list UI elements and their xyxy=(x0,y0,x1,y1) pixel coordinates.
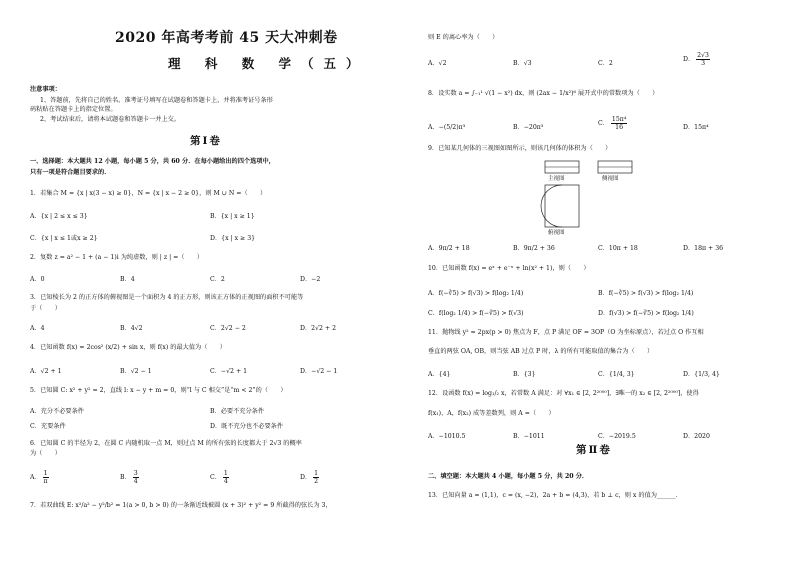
q6-a-numerator: 1 xyxy=(43,470,48,477)
q8-c-numerator: 15π⁴ xyxy=(611,116,627,123)
q2-stem: 2．复数 z = a² − 1 + (a − 1)i 为纯虚数，则 | z | =（ ） xyxy=(30,254,204,261)
top-view-label: 俯视图 xyxy=(548,230,565,236)
q5-option-a[interactable]: A．充分不必要条件 xyxy=(30,408,84,415)
q3-option-a[interactable]: A．4 xyxy=(30,325,45,332)
q12-option-b[interactable]: B．−1011 xyxy=(513,433,545,440)
q2-option-b[interactable]: B．4 xyxy=(120,276,135,283)
q3-stem-2: 于（ ） xyxy=(30,305,61,312)
q6-option-c-label: C． xyxy=(210,474,221,481)
notes-heading: 注意事项： xyxy=(30,86,61,93)
note-item-1b: 码粘贴在答题卡上的指定位置。 xyxy=(30,106,117,113)
q7-option-c[interactable]: C．2 xyxy=(598,60,613,67)
q4-option-b[interactable]: B．√2 − 1 xyxy=(120,368,152,375)
page-title: 2020 年高考考前 45 天大冲刺卷 xyxy=(115,30,338,46)
q8-c-denominator: 16 xyxy=(615,124,624,131)
q8-option-a[interactable]: A．−(5/2)π³ xyxy=(428,124,466,131)
q5-option-d[interactable]: D．既不充分也不必要条件 xyxy=(210,423,284,430)
q3-stem-1: 3．已知棱长为 2 的正方体的俯视图是一个面积为 4 的正方形，则该正方体的正视图的面积不可能等 xyxy=(30,294,304,301)
q6-option-b[interactable] xyxy=(120,470,139,485)
q11-option-c[interactable]: C．{1/4, 3} xyxy=(598,371,635,378)
q5-option-c[interactable]: C．充要条件 xyxy=(30,423,66,430)
section-1-instr-2: 只有一项是符合题目要求的． xyxy=(30,169,111,176)
q7-option-b[interactable]: B．√3 xyxy=(513,60,532,67)
q11-stem: 11．抛物线 y² = 2px(p > 0) 焦点为 F，点 P 满足 OF = 3OP（O 为坐标原点），若过点 O 作互相 xyxy=(428,329,704,336)
right-column xyxy=(428,0,768,562)
section-1-title: 第Ⅰ卷 xyxy=(190,135,222,147)
q12-option-d[interactable]: D．2020 xyxy=(683,433,710,440)
q3-option-b[interactable]: B．4√2 xyxy=(120,325,143,332)
q11-option-a[interactable]: A．{4} xyxy=(428,371,451,378)
q1-option-c[interactable]: C．{x | x ≤ 1或x ≥ 2} xyxy=(30,235,98,242)
q6-option-d[interactable] xyxy=(300,470,319,485)
q6-option-c[interactable] xyxy=(210,470,229,485)
q8-option-b[interactable]: B．−20π³ xyxy=(513,124,544,131)
q10-option-c[interactable]: C．f(log₂ 1/4) > f(−∛5) > f(√3) xyxy=(428,310,524,317)
q1-option-d[interactable]: D．{x | x ≥ 3} xyxy=(210,235,256,242)
q4-option-c[interactable]: C．−√2 + 1 xyxy=(210,368,248,375)
q6-stem: 6．已知圆 C 的半径为 2，在圆 C 内随机取一点 M，则过点 M 的所有弦的长度都大于 2√3 的概率 xyxy=(30,440,302,447)
q5-option-b[interactable]: B．必要不充分条件 xyxy=(210,408,265,415)
q9-option-d[interactable]: D．18π + 36 xyxy=(683,245,724,252)
q7-option-a[interactable]: A．√2 xyxy=(428,60,447,67)
q11-option-b[interactable]: B．{3} xyxy=(513,371,536,378)
q6-option-a[interactable] xyxy=(30,470,49,485)
q1-option-b[interactable]: B．{x | x ≥ 1} xyxy=(210,213,255,220)
section-1-instr-1: 一、选择题：本大题共 12 小题，每小题 5 分，共 60 分．在每小题给出的四个选项中， xyxy=(30,158,275,165)
q1-stem: 1．若集合 M = {x | x(3 − x) ≥ 0}，N = {x | x − 2 ≥ 0}，则 M ∪ N =（ ） xyxy=(30,190,267,197)
note-item-2: 2、考试结束后，请将本试题卷和答题卡一并上交。 xyxy=(40,116,181,123)
q1-option-a[interactable]: A．{x | 2 ≤ x ≤ 3} xyxy=(30,213,88,220)
q6-c-numerator: 1 xyxy=(223,470,228,477)
q4-option-d[interactable]: D．−√2 − 1 xyxy=(300,368,338,375)
q6-d-numerator: 1 xyxy=(314,470,319,477)
q7-option-d[interactable] xyxy=(683,52,710,67)
side-view-label: 侧视图 xyxy=(602,176,619,182)
q9-option-c[interactable]: C．10π + 18 xyxy=(598,245,638,252)
q3-option-c[interactable]: C．2√2 − 2 xyxy=(210,325,246,332)
q2-option-a[interactable]: A．0 xyxy=(30,276,45,283)
q12-stem-2: f(x₁)，A，f(x₂) 成等差数列，则 A =（ ） xyxy=(428,410,555,417)
q7-option-d-label: D． xyxy=(683,56,695,63)
q3-option-d[interactable]: D．2√2 + 2 xyxy=(300,325,337,332)
q6-option-a-label: A． xyxy=(30,474,41,481)
q8-stem: 8．设实数 a = ∫₋₁¹ √(1 − x²) dx，则 (2ax − 1/x²)⁶ 展开式中的常数项为（ ） xyxy=(428,90,659,97)
page-subtitle: 理 科 数 学（五） xyxy=(168,56,369,71)
q4-option-a[interactable]: A．√2 + 1 xyxy=(30,368,62,375)
q10-option-b[interactable]: B．f(−∛5) > f(√3) > f(log₂ 1/4) xyxy=(598,290,694,297)
q9-stem: 9．已知某几何体的三视图如图所示，则该几何体的体积为（ ） xyxy=(428,145,612,152)
q8-option-c-label: C． xyxy=(598,120,609,127)
note-item-1a: 1、答题前，先将自己的姓名、准考证号填写在试题卷和答题卡上，并将准考证号条形 xyxy=(40,97,273,104)
q11-stem-2: 垂直的两弦 OA, OB，则当弦 AB 过点 P 时，λ 的所有可能取值的集合为（ ） xyxy=(428,348,654,355)
q6-b-denominator: 4 xyxy=(133,478,138,485)
q7-d-numerator: 2√3 xyxy=(697,52,709,59)
section-2-instr: 二、填空题：本大题共 4 小题，每小题 5 分，共 20 分． xyxy=(428,473,589,480)
q12-option-c[interactable]: C．−2019.5 xyxy=(598,433,636,440)
q9-option-a[interactable]: A．9π/2 + 18 xyxy=(428,245,470,252)
q4-stem: 4．已知函数 f(x) = 2cos² (x/2) + sin x，则 f(x) 的最大值为（ ） xyxy=(30,344,226,351)
q7-d-denominator: 3 xyxy=(701,60,705,67)
q8-option-d[interactable]: D．15π⁴ xyxy=(683,124,709,131)
q7-stem-2: 则 E 的离心率为（ ） xyxy=(428,34,499,41)
q13-stem: 13．已知向量 a = (1,1)，c = (x, −2)，2a + b = (4,3)，若 b ⊥ c，则 x 的值为______． xyxy=(428,492,682,499)
front-view-label: 主视图 xyxy=(548,176,565,182)
q6-c-denominator: 4 xyxy=(223,478,228,485)
q8-option-c[interactable] xyxy=(598,116,627,131)
three-view-diagram xyxy=(540,157,660,237)
q6-option-d-label: D． xyxy=(300,474,312,481)
section-2-title: 第Ⅱ卷 xyxy=(576,444,612,456)
q2-option-c[interactable]: C．2 xyxy=(210,276,225,283)
q5-stem: 5．已知圆 C: x² + y² = 2，直线 l: x − y + m = 0，则“l 与 C 相交”是“m < 2”的（ ） xyxy=(30,387,287,394)
q6-b-numerator: 3 xyxy=(133,470,138,477)
q10-option-a[interactable]: A．f(−∛5) > f(√3) > f(log₂ 1/4) xyxy=(428,290,524,297)
q9-three-view-figure xyxy=(540,157,660,237)
q10-stem: 10．已知函数 f(x) = eˣ + e⁻ˣ + ln(x² + 1)，则（ ） xyxy=(428,265,590,272)
q12-option-a[interactable]: A．−1010.5 xyxy=(428,433,466,440)
q6-option-b-label: B． xyxy=(120,474,131,481)
q9-option-b[interactable]: B．9π/2 + 36 xyxy=(513,245,555,252)
q10-option-d[interactable]: D．f(√3) > f(−∛5) > f(log₂ 1/4) xyxy=(598,310,694,317)
q6-d-denominator: 2 xyxy=(314,478,319,485)
left-column xyxy=(30,0,390,562)
q7-stem: 7．若双曲线 E: x²/a² − y²/b² = 1(a > 0, b > 0) 的一条渐近线被圆 (x + 3)² + y² = 9 所截得的弦长为 3， xyxy=(30,502,332,509)
q12-stem: 12．设函数 f(x) = log₁/₂ x，若常数 A 满足：对 ∀x₁ ∈ [2, 2²⁰⁰⁰]，∃唯一的 x₂ ∈ [2, 2²⁰⁰⁰]，使得 xyxy=(428,390,699,397)
q11-option-d[interactable]: D．{1/3, 4} xyxy=(683,371,720,378)
q6-stem-2: 为（ ） xyxy=(30,450,61,457)
q6-a-denominator: π xyxy=(43,478,48,485)
q2-option-d[interactable]: D．−2 xyxy=(300,276,321,283)
